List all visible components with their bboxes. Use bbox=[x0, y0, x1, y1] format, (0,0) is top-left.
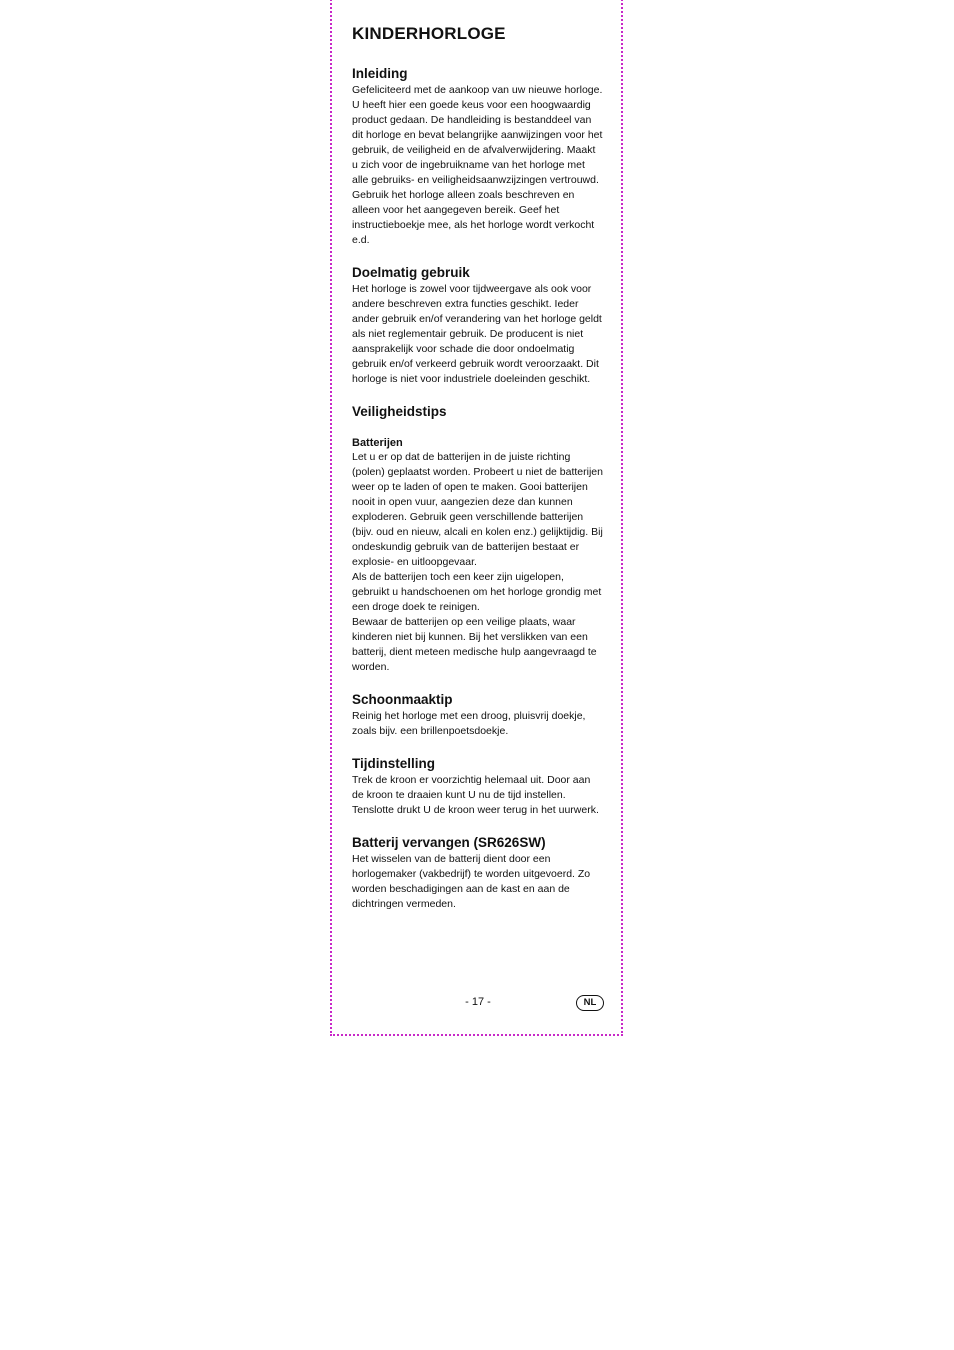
page-frame bbox=[330, 0, 623, 1036]
page-footer bbox=[352, 994, 604, 1014]
section-paragraph: Let u er op dat de batterijen in de juiste richting (polen) geplaatst worden. Probeert u niet de batterijen weer op te laden of open te maken. Gooi batterijen nooit in open vuur, aangezien deze dan kunnen exploderen. Gebruik geen verschillende batterijen (bijv. oud en nieuw, alcali en kolen enz.) gelijktijdig. Bij ondeskundig gebruik van de batterijen bestaat er explosie- en uitloopgevaar. bbox=[352, 451, 603, 568]
section-inleiding bbox=[352, 66, 604, 248]
section-doelmatig-gebruik bbox=[352, 265, 604, 387]
section-heading: Inleiding bbox=[352, 66, 408, 81]
section-body: Trek de kroon er voorzichtig helemaal uit. Door aan de kroon te draaien kunt U nu de tijd instellen. Tenslotte drukt U de kroon weer terug in het uurwerk. bbox=[352, 774, 599, 816]
section-heading: Schoonmaaktip bbox=[352, 692, 453, 707]
section-paragraph: Als de batterijen toch een keer zijn uigelopen, gebruikt u handschoenen om het horloge grondig met een droge doek te reinigen. bbox=[352, 571, 602, 613]
document-title: KINDERHORLOGE bbox=[352, 24, 506, 43]
language-badge: NL bbox=[576, 995, 604, 1011]
section-heading: Batterij vervangen (SR626SW) bbox=[352, 835, 546, 850]
section-veiligheidstips bbox=[352, 404, 604, 675]
section-schoonmaaktip bbox=[352, 692, 604, 739]
section-body: Het horloge is zowel voor tijdweergave als ook voor andere beschreven extra functies geschikt. Ieder ander gebruik en/of verandering van het horloge geldt als niet reglementair gebruik. De producent is niet aansprakelijk voor schade die door ondoelmatig gebruik en/of verkeerd gebruik wordt veroorzaakt. Dit horloge is niet voor industriele doeleinden geschikt. bbox=[352, 283, 602, 385]
section-body: Reinig het horloge met een droog, pluisvrij doekje, zoals bijv. een brillenpoetsdoekje. bbox=[352, 710, 586, 737]
page-content bbox=[352, 24, 604, 929]
section-paragraph: Bewaar de batterijen op een veilige plaats, waar kinderen niet bij kunnen. Bij het verslikken van een batterij, dient meteen medische hulp aangevraagd te worden. bbox=[352, 616, 597, 673]
section-body: Gefeliciteerd met de aankoop van uw nieuwe horloge. U heeft hier een goede keus voor een hoogwaardig product gedaan. De handleiding is bestanddeel van dit horloge en bevat belangrijke aanwijzingen voor het gebruik, de veiligheid en de afvalverwijdering. Maakt u zich voor de ingebruikname van het horloge met alle gebruiks- en veiligheidsaanwzijzingen vertrouwd. Gebruik het horloge alleen zoals beschreven en alleen voor het aangegeven bereik. Geef het instructieboekje mee, als het horloge wordt verkocht e.d. bbox=[352, 84, 603, 246]
section-heading: Tijdinstelling bbox=[352, 756, 436, 771]
section-tijdinstelling bbox=[352, 756, 604, 818]
section-heading: Doelmatig gebruik bbox=[352, 265, 470, 280]
section-heading: Veiligheidstips bbox=[352, 404, 447, 419]
section-batterij-vervangen bbox=[352, 835, 604, 912]
page-number: - 17 - bbox=[465, 996, 491, 1008]
subsection-heading: Batterijen bbox=[352, 437, 403, 449]
section-body: Het wisselen van de batterij dient door een horlogemaker (vakbedrijf) te worden uitgevoerd. Zo worden beschadigingen aan de kast en aan de dichtringen vermeden. bbox=[352, 853, 591, 910]
